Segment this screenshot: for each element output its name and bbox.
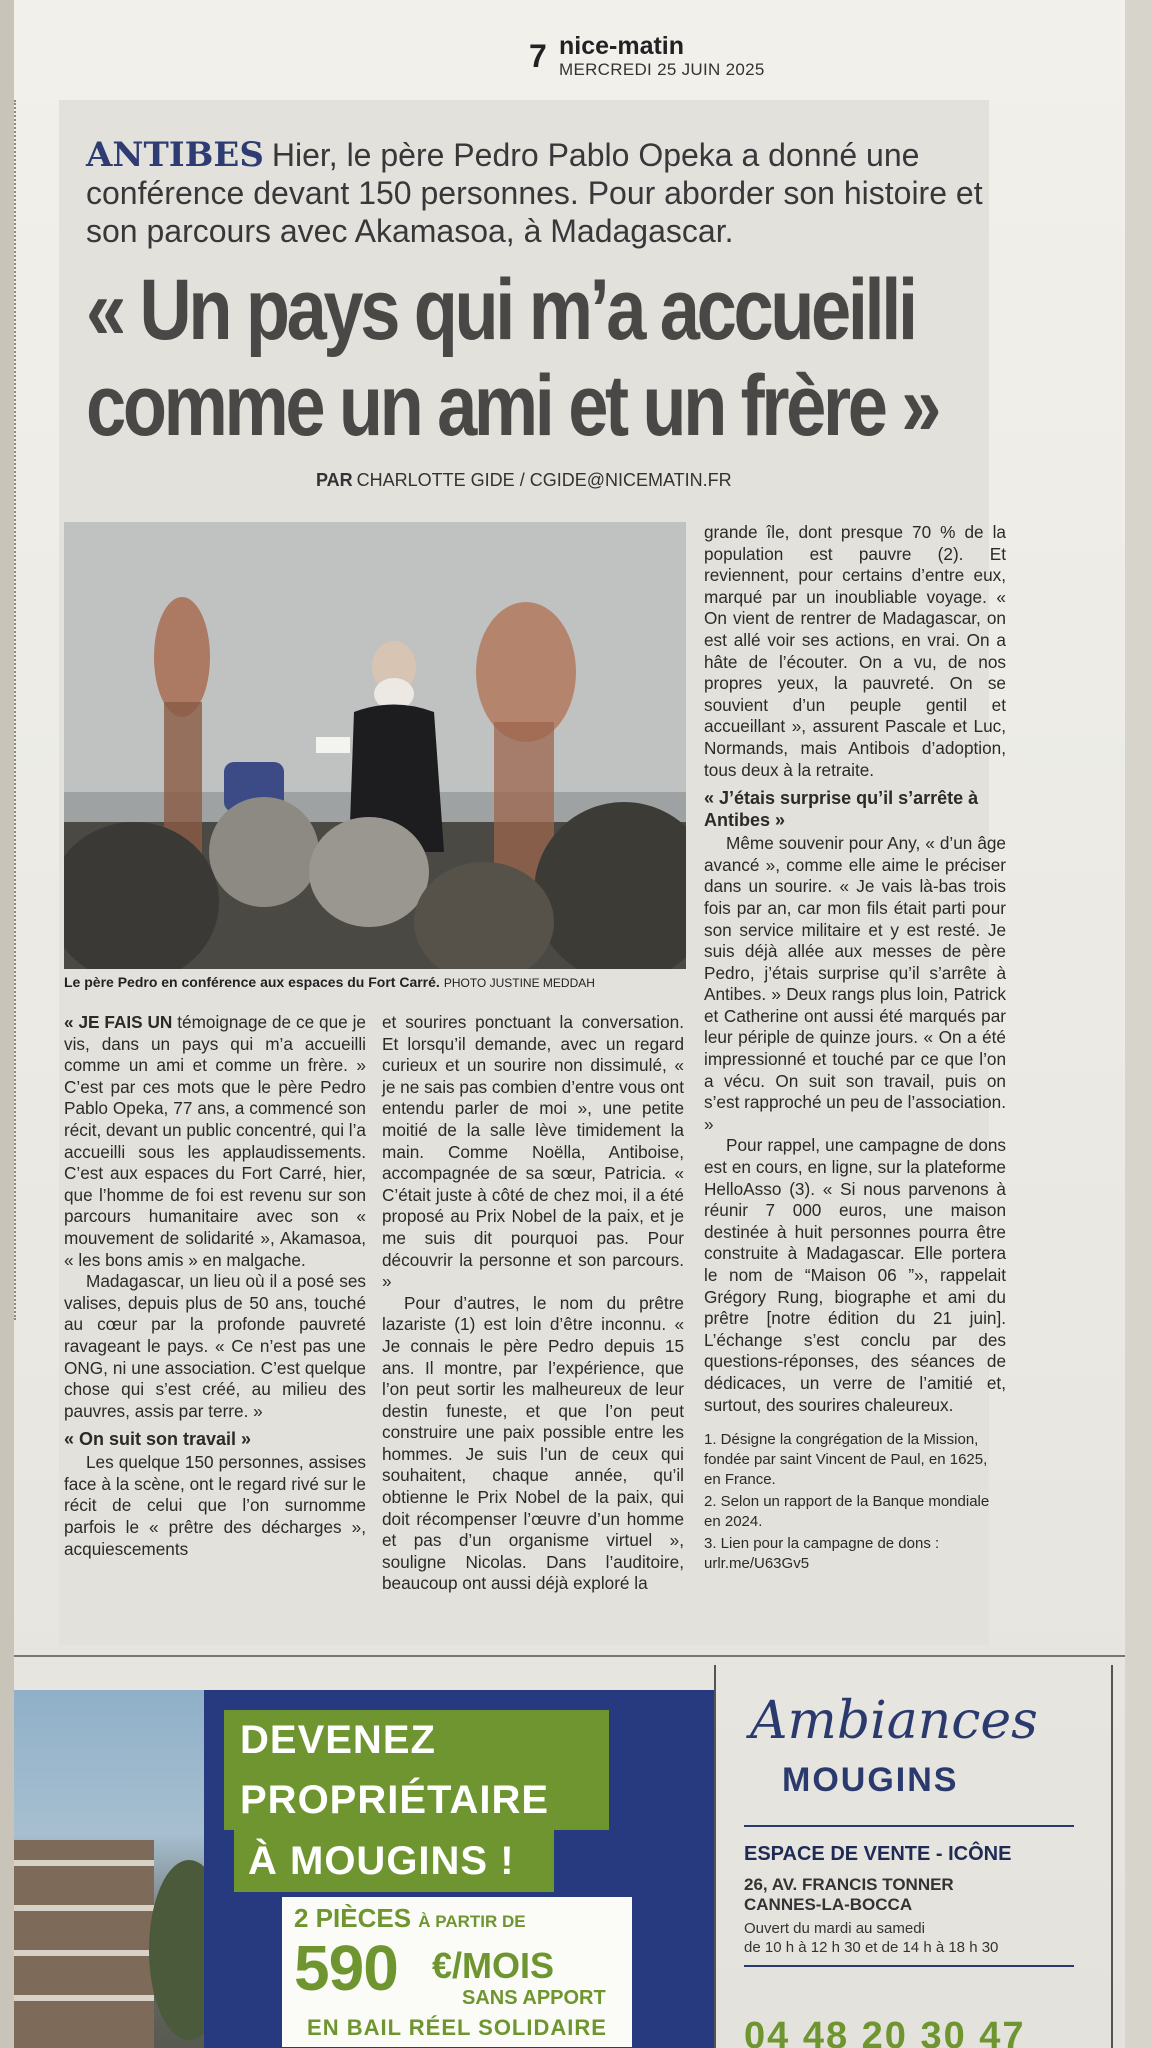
ad-brand-name: MOUGINS: [782, 1761, 959, 1799]
lead-in: « JE FAIS UN: [64, 1012, 173, 1032]
byline: [316, 470, 732, 491]
byline-author: CHARLOTTE GIDE / CGIDE@NICEMATIN.FR: [356, 470, 732, 490]
footnotes: [704, 1430, 1006, 1574]
ad-pieces: [294, 1903, 526, 1934]
ad-price-box: [282, 1897, 632, 2047]
paragraph: Les quelque 150 personnes, assises face à la scène, ont le regard rivé sur le récit de celui que l’on surnomme parfois le « prêtre des décharges », acquiescements: [64, 1452, 366, 1559]
ad-per-month: €/MOIS: [432, 1945, 555, 1986]
subheading: « On suit son travail »: [64, 1429, 252, 1450]
headline: [86, 262, 939, 454]
footnote-1: 1. Désigne la congrégation de la Mission, fondée par saint Vincent de Paul, en 1625, en France.: [704, 1431, 988, 1489]
ad-from-text: À PARTIR DE: [418, 1912, 526, 1931]
ad-lease-type: EN BAIL RÉEL SOLIDAIRE: [307, 2015, 607, 2040]
footnote-2: 2. Selon un rapport de la Banque mondiale en 2024.: [704, 1493, 990, 1531]
article-column-1: [64, 1012, 366, 1560]
advertisement: [14, 1665, 1134, 2048]
ad-headline-box: [224, 1710, 609, 1830]
ad-hours-line-1: Ouvert du mardi au samedi: [744, 1920, 925, 1937]
ad-brand-script: Ambiances: [750, 1691, 1038, 1751]
ad-separator-rule: [14, 1655, 1134, 1657]
ad-divider: [744, 1825, 1074, 1827]
paragraph: grande île, dont presque 70 % de la population est pauvre (2). Et reviennent, pour certains d’entre eux, marqué par un inoubliable voyage. « On vient de rentrer de Madagascar, on est allé voir ses actions, en vrai. On a hâte de l’écouter. On a vu, de nos propres yeux, la pauvreté. On se souvient d’un peuple gentil et accueillant », assurent Pascale et Luc, Normands, mais Antibois d’adoption, tous deux à la retraite.: [704, 522, 1006, 780]
margin-dotted-line: [14, 100, 16, 1320]
ad-headline-box-2: [234, 1830, 554, 1892]
ad-line-1: DEVENEZ: [240, 1718, 436, 1762]
ad-line-3: À MOUGINS !: [248, 1839, 515, 1883]
ad-address: [744, 1875, 954, 1915]
article-photo: [64, 522, 686, 969]
byline-prefix: PAR: [316, 470, 353, 490]
adjacent-page-edge: [1125, 0, 1152, 2048]
footnote-3: 3. Lien pour la campagne de dons : urlr.me/U63Gv5: [704, 1535, 940, 1573]
caption-text: Le père Pedro en conférence aux espaces du Fort Carré.: [64, 974, 440, 990]
paragraph: Madagascar, un lieu où il a posé ses valises, depuis plus de 50 ans, touché au cœur par la profonde pauvreté ravageant le pays. « Ce n’est pas une ONG, ni une association. C’est quelque chose qui s’est créé, au milieu des pauvres, assis par terre. »: [64, 1271, 366, 1421]
newspaper-name: nice-matin: [559, 32, 685, 60]
photo-caption: [64, 974, 694, 990]
issue-date: MERCREDI 25 JUIN 2025: [559, 60, 765, 79]
photo-credit: PHOTO JUSTINE MEDDAH: [443, 976, 595, 990]
article-kicker: [86, 136, 986, 250]
ad-line-2: PROPRIÉTAIRE: [240, 1778, 550, 1822]
paragraph-text: témoignage de ce que je vis, dans un pays qui m’a accueilli comme un ami et comme un frère. » C’est par ces mots que le père Pedro Pablo Opeka, 77 ans, a commencé son récit, devant un public concentré, qui l’a accueilli sous les applaudissements. C’est aux espaces du Fort Carré, hier, que l’homme de foi est revenu sur son parcours humanitaire avec son « mouvement de solidarité », Akamasoa, « les bons amis » en malgache.: [64, 1012, 366, 1270]
ad-building-photo: [14, 1690, 204, 2048]
article-column-2: [382, 1012, 684, 1595]
ad-divider-2: [744, 1965, 1074, 1967]
paragraph: Pour d’autres, le nom du prêtre lazariste (1) est loin d’être inconnu. « Je connais le père Pedro depuis 15 ans. Il montre, par l’expérience, que l’on peut sortir les malheureux de leur destin funeste, et que l’on peut construire une paix possible entre les hommes. Je suis l’un de ceux qui souhaitent, chaque année, qu’il obtienne le Prix Nobel de la paix, qui doit récompenser l’œuvre d’un homme et pas d’un organisme virtuel », souligne Nicolas. Dans l’auditoire, beaucoup ont aussi déjà exploré la: [382, 1292, 684, 1594]
ad-address-line-2: CANNES-LA-BOCCA: [744, 1895, 913, 1914]
headline-line-2: comme un ami et un frère »: [86, 358, 939, 454]
paragraph: [64, 1012, 366, 1271]
newspaper-page: [14, 0, 1134, 2048]
ad-price: 590: [294, 1932, 398, 2004]
page-number: 7: [529, 38, 547, 74]
ad-pieces-text: 2 PIÈCES: [294, 1903, 412, 1933]
paragraph: Pour rappel, une campagne de dons est en cours, en ligne, sur la plateforme HelloAsso (3). « Si nous parvenons à réunir 7 000 euros, une maison destinée à huit personnes pourra être construite à Madagascar. Elle portera le nom de “Maison 06 ”», rappelait Grégory Rung, biographe et ami du prêtre [notre édition du 21 juin]. L’échange s’est conclu par des questions-réponses, des séances de dédicaces, un verre de l’amitié et, surtout, des sourires chaleureux.: [704, 1135, 1006, 1415]
ad-hours-line-2: de 10 h à 12 h 30 et de 14 h à 18 h 30: [744, 1939, 999, 1956]
ad-address-line-1: 26, AV. FRANCIS TONNER: [744, 1875, 954, 1894]
subheading: « J’étais surprise qu’il s’arrête à Antibes »: [704, 788, 979, 831]
headline-line-1: « Un pays qui m’a accueilli: [86, 262, 915, 358]
paragraph: Même souvenir pour Any, « d’un âge avancé », comme elle aime le préciser dans un sourire. « Je vais là-bas trois fois par an, car mon fils était parti pour son service militaire et y est resté. Je suis déjà allée aux messes de père Pedro, j’étais surprise qu’il s’arrête à Antibes. » Deux rangs plus loin, Patrick et Catherine ont aussi été marqués par leur périple de quinze jours. « On a été impressionné et touché par ce que l’on a vécu. On suit son travail, puis on s’est rapproché un peu de l’association. »: [704, 833, 1006, 1134]
city-label: ANTIBES: [86, 135, 264, 175]
kicker-text: Hier, le père Pedro Pablo Opeka a donné une conférence devant 150 personnes. Pour aborder son histoire et son parcours avec Akamasoa, à Madagascar.: [86, 137, 983, 249]
article-column-3: [704, 522, 1006, 1576]
ad-contact-panel: [714, 1665, 1114, 2048]
ad-phone: 04 48 20 30 47: [744, 2015, 1026, 2048]
conference-photo-illustration: [64, 522, 686, 969]
ad-no-deposit: SANS APPORT: [462, 1987, 606, 2009]
ad-hours: [744, 1919, 998, 1957]
paragraph: et sourires ponctuant la conversation. Et lorsqu’il demande, avec un regard curieux et un sourire non dissimulé, « je ne sais pas combien d’entre vous ont entendu parler de moi », une petite moitié de la salle lève timidement la main. Comme Noëlla, Antiboise, accompagnée de sa sœur, Patricia. « C’était juste à côté de chez moi, il a été proposé au Prix Nobel de la paix, et je me suis dit pourquoi pas. Pour découvrir la personne et son parcours. »: [382, 1012, 684, 1292]
ad-sales-office: ESPACE DE VENTE - ICÔNE: [744, 1843, 1012, 1865]
building-illustration: [14, 1690, 204, 2048]
